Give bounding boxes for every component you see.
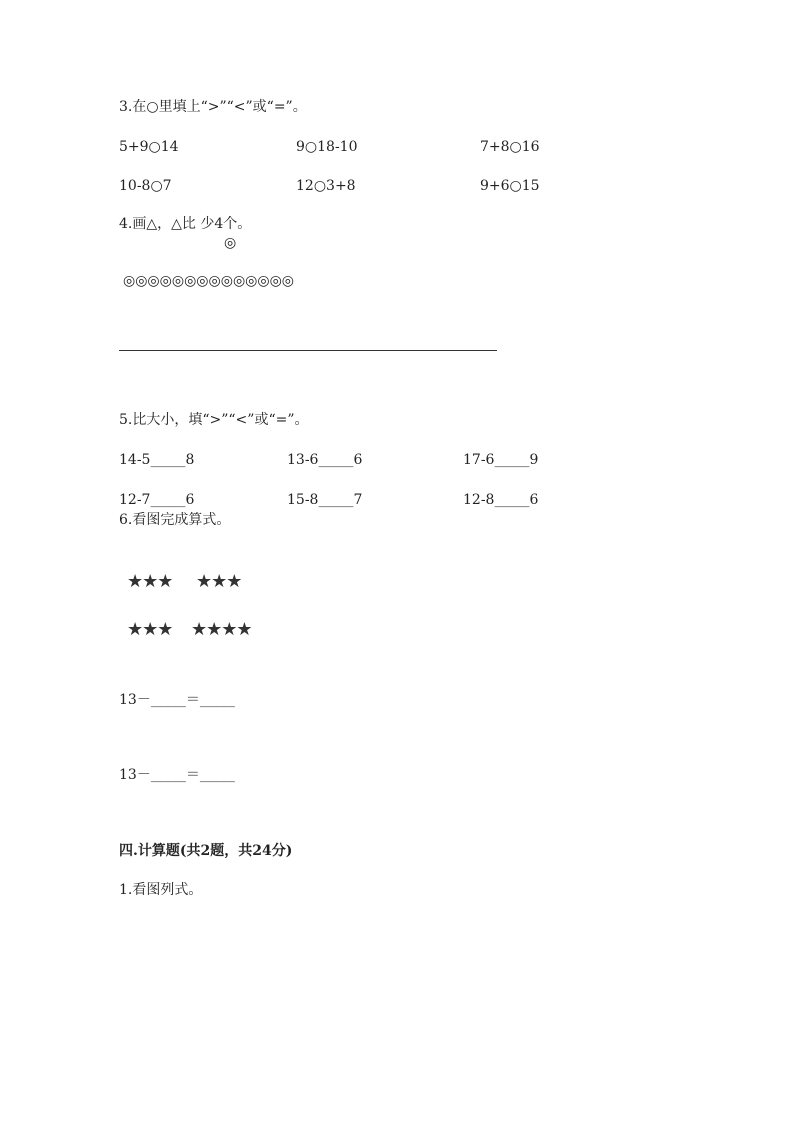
q6-equation-1: 13－_____＝_____ [119, 692, 235, 708]
q6-stars-row1-right: ★★★ [196, 571, 242, 592]
q5-title: 5.比大小，填“>”“<”或“=”。 [119, 412, 309, 428]
q5-item-1: 14-5_____8 [119, 452, 195, 468]
q3-item-3: 7+8○16 [480, 139, 540, 155]
q6-equation-2: 13－_____＝_____ [119, 767, 235, 783]
section4-q1-title: 1.看图列式。 [119, 882, 203, 898]
q3-item-6: 9+6○15 [480, 178, 540, 194]
q4-inline-symbol: ◎ [224, 235, 237, 251]
q3-item-4: 10-8○7 [119, 178, 172, 194]
q3-item-5: 12○3+8 [296, 178, 356, 194]
q6-stars-row2-left: ★★★ [127, 619, 173, 640]
q3-title: 3.在○里填上“>”“<”或“=”。 [119, 99, 307, 115]
q3-item-2: 9○18-10 [296, 139, 358, 155]
q6-title: 6.看图完成算式。 [119, 512, 231, 528]
q4-circle-row: ◎◎◎◎◎◎◎◎◎◎◎◎◎◎ [123, 273, 295, 289]
q6-stars-row1-left: ★★★ [127, 571, 173, 592]
q5-item-5: 15-8_____7 [287, 492, 363, 508]
section-heading: 四.计算题(共2题，共24分) [119, 843, 293, 859]
q5-item-2: 13-6_____6 [287, 452, 363, 468]
q4-title: 4.画△，△比 少4个。 [119, 216, 252, 232]
q5-item-3: 17-6_____9 [463, 452, 539, 468]
q6-stars-row2-right: ★★★★ [191, 619, 252, 640]
q5-item-6: 12-8_____6 [463, 492, 539, 508]
q4-answer-line [119, 350, 497, 351]
q5-item-4: 12-7_____6 [119, 492, 195, 508]
q3-item-1: 5+9○14 [119, 139, 179, 155]
